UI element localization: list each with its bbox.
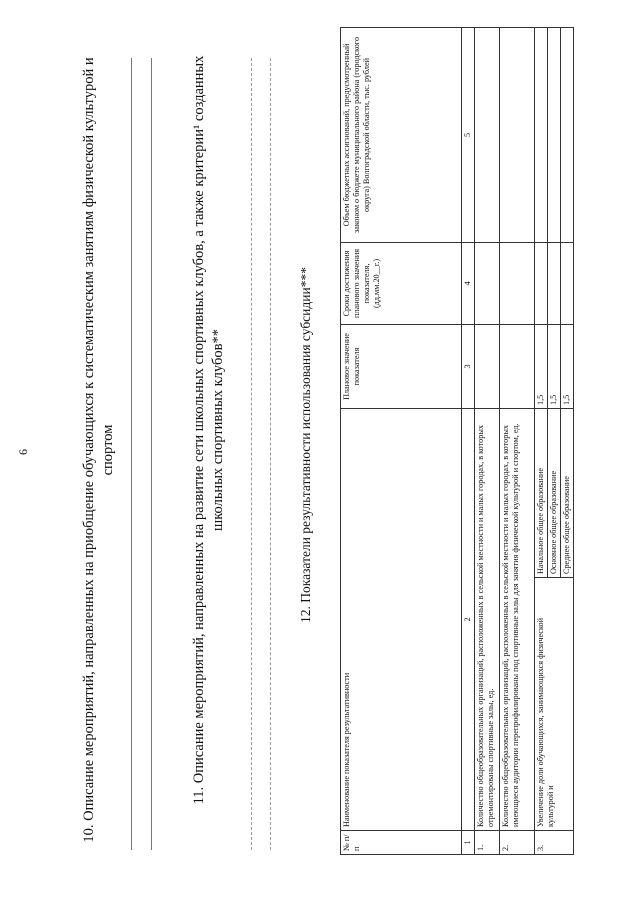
row-deadline [535,242,548,324]
section-11-heading: 11. Описание мероприятий, направленных на развитие сети школьных спортивных клубов, а также критерии¹ созданных школьных спортивных клубов** [191,55,226,805]
row-budget [535,27,548,242]
column-number: 3 [462,324,475,408]
row-deadline [475,242,500,324]
row-planned-value [500,324,535,408]
sub-level-value: 1,5 [548,324,561,408]
section-12-heading: 12. Показатели результативности использования субсидии*** [298,267,313,623]
section-11-rule-top [251,58,252,850]
column-number: 4 [462,242,475,324]
sub-level-label: Начальное общее образование [535,408,548,577]
row-indicator-name: Количество общеобразовательных организаций, расположенных в сельской местности и малых городах, в которых отремонтированы спортивные залы, ед. [475,408,500,830]
column-number: 1 [462,831,475,855]
row-budget [548,27,561,242]
row-budget [475,27,500,242]
row-deadline [561,242,574,324]
section-11-rule-bottom [270,58,271,850]
header-budget: Объем бюджетных ассигнований, предусмотренный законом о бюджете муниципального района (городского округа) Волгоградской области, тыс. рублей [341,27,462,242]
sub-level-label: Среднее общее образование [561,408,574,577]
column-number: 5 [462,27,475,242]
column-number: 2 [462,408,475,830]
table-row [500,27,535,854]
row-indicator-name: Количество общеобразовательных организаций, расположенных в сельской местности и малых городах, в которых имеющиеся аудитории перепрофилированы под спортивные залы для занятия физической культурой и спортом, ед. [500,408,535,830]
header-indicator-name: Наименование показателя результативности [341,408,462,830]
row-indicator-name: Увеличение доли обучающихся, занимающихся физической культурой и [535,578,574,831]
column-number-row [462,27,475,854]
sub-level-value: 1,5 [535,324,548,408]
row-budget [561,27,574,242]
table-header-row [341,27,462,854]
section-10-rule-bottom [151,58,152,850]
page-number: 6 [16,449,30,455]
section-10-heading: 10. Описание мероприятий, направленных на приобщение обучающихся к систематическим занятиям физической культурой и спортом [81,57,116,843]
row-deadline [548,242,561,324]
header-planned-value: Плановое значение показателя [341,324,462,408]
row-planned-value [475,324,500,408]
table-row [535,27,548,854]
header-number: № п/п [341,831,462,855]
row-budget [500,27,535,242]
sub-level-value: 1,5 [561,324,574,408]
header-deadline: Сроки достижения планового значения показателя, (дд.мм.20__г.) [341,242,462,324]
row-deadline [500,242,535,324]
section-10-rule-top [131,58,132,850]
row-number: 1. [475,831,500,855]
row-number: 2. [500,831,535,855]
results-indicators-table [340,27,574,855]
row-number: 3. [535,831,574,855]
table-row [475,27,500,854]
sub-level-label: Основное общее образование [548,408,561,577]
